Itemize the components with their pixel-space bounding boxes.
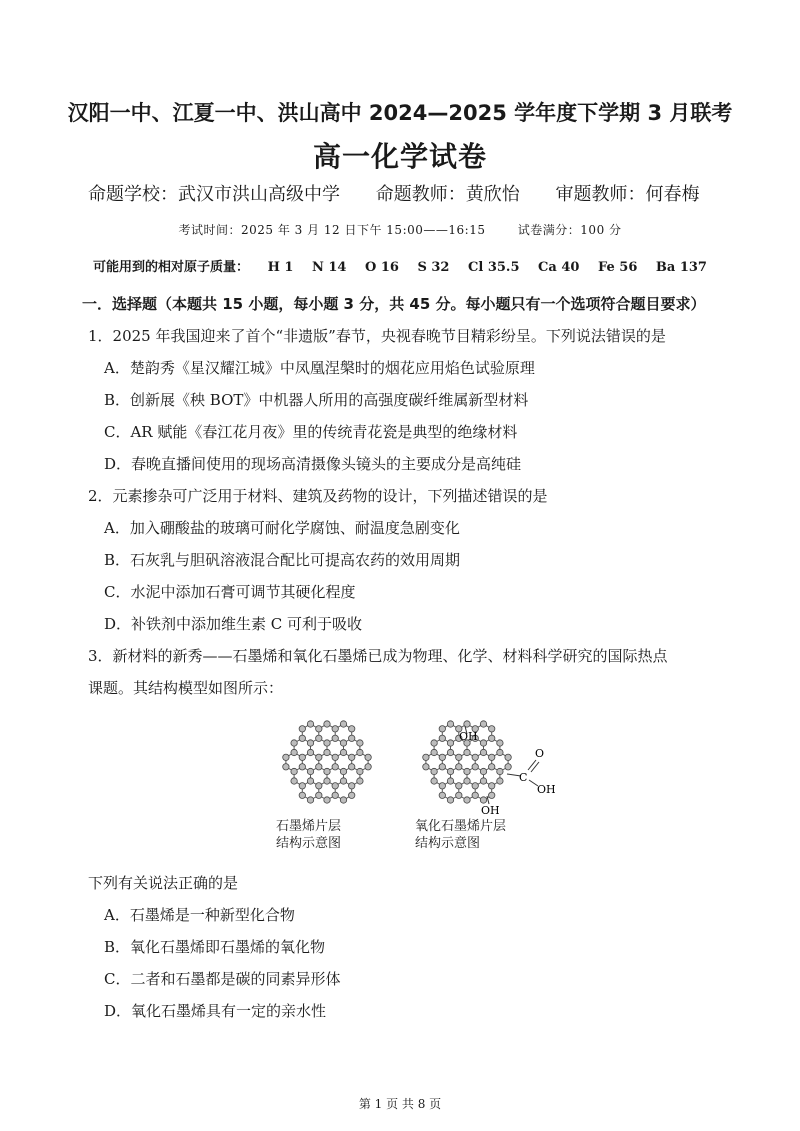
question-3-stem-line1: 3．新材料的新秀——石墨烯和氧化石墨烯已成为物理、化学、材料科学研究的国际热点 xyxy=(88,647,668,665)
carbon-atom xyxy=(324,721,330,727)
carbon-atom xyxy=(307,749,313,755)
carbon-atom xyxy=(489,754,495,760)
carbon-atom xyxy=(324,797,330,803)
carbon-atom xyxy=(365,764,371,770)
carbon-atom xyxy=(316,764,322,770)
carbon-atom xyxy=(349,726,355,732)
atomic-mass-item: H 1 xyxy=(267,260,294,275)
question-2-option-a: A．加入硼酸盐的玻璃可耐化学腐蚀、耐温度急剧变化 xyxy=(104,519,460,537)
carbon-atom xyxy=(357,749,363,755)
carbon-atom xyxy=(357,778,363,784)
carbon-atom xyxy=(332,764,338,770)
caption-graphene-oxide xyxy=(415,818,506,852)
question-3-option-d: D．氧化石墨烯具有一定的亲水性 xyxy=(104,1002,327,1020)
carbon-atom xyxy=(324,778,330,784)
carbon-atom xyxy=(456,754,462,760)
atomic-mass-item: Ba 137 xyxy=(655,260,707,275)
caption-graphene-oxide-line1: 氧化石墨烯片层 xyxy=(415,819,507,834)
carbon-atom xyxy=(340,740,346,746)
carbon-atom xyxy=(423,764,429,770)
question-3-stem-line2: 课题。其结构模型如图所示： xyxy=(88,679,284,697)
carbon-atom xyxy=(431,749,437,755)
carbon-atom xyxy=(497,740,503,746)
carboxyl-group xyxy=(507,747,556,796)
carbon-atom xyxy=(505,764,511,770)
carbon-atom xyxy=(299,726,305,732)
authors-line xyxy=(88,180,729,206)
atomic-mass-item: O 16 xyxy=(364,260,399,275)
carbon-atom xyxy=(439,735,445,741)
carbon-atom xyxy=(349,783,355,789)
atomic-mass-item: N 14 xyxy=(311,260,347,275)
carbon-atom xyxy=(299,792,305,798)
carbon-atom xyxy=(291,749,297,755)
caption-graphene-oxide-line2: 结构示意图 xyxy=(415,836,481,851)
carbon-atom xyxy=(447,797,453,803)
carbon-atom xyxy=(489,783,495,789)
carbon-atom xyxy=(472,792,478,798)
carbon-atom xyxy=(316,783,322,789)
carbon-atom xyxy=(299,764,305,770)
carbon-atom xyxy=(447,740,453,746)
question-2-option-b: B．石灰乳与胆矾溶液混合配比可提高农药的效用周期 xyxy=(104,551,461,569)
atomic-mass-item: Cl 35.5 xyxy=(468,260,520,275)
teacher-text: 命题教师：黄欣怡 xyxy=(375,184,520,205)
carbon-atom xyxy=(489,764,495,770)
carbon-atom xyxy=(464,797,470,803)
caption-graphene xyxy=(276,818,341,852)
carbon-atom xyxy=(316,735,322,741)
carbon-atom xyxy=(456,764,462,770)
atomic-mass-item: S 32 xyxy=(417,260,450,275)
carbon-atom xyxy=(456,792,462,798)
carbon-atom xyxy=(307,797,313,803)
carbon-atom xyxy=(340,768,346,774)
question-2-option-d: D．补铁剂中添加维生素 C 可利于吸收 xyxy=(104,615,363,633)
reviewer-text: 审题教师：何春梅 xyxy=(555,184,700,205)
carbon-atom xyxy=(332,783,338,789)
carbon-atom xyxy=(357,740,363,746)
question-3-option-a: A．石墨烯是一种新型化合物 xyxy=(104,906,295,924)
carbon-atom xyxy=(431,778,437,784)
carbon-atom xyxy=(456,783,462,789)
carbon-atom xyxy=(439,764,445,770)
carbon-atom xyxy=(307,721,313,727)
carbon-atom xyxy=(291,740,297,746)
atomic-masses-line xyxy=(0,256,800,275)
carbon-atom xyxy=(480,797,486,803)
oxygen-label: O xyxy=(535,747,545,760)
carbon-atom xyxy=(480,749,486,755)
carbon-atom xyxy=(480,740,486,746)
carbon-atom xyxy=(316,792,322,798)
carbon-atom xyxy=(324,768,330,774)
carbon-atom xyxy=(505,754,511,760)
question-1-option-a: A．楚韵秀《星汉耀江城》中凤凰涅槃时的烟花应用焰色试验原理 xyxy=(104,359,535,377)
carbon-atom xyxy=(480,778,486,784)
carbon-atom xyxy=(447,778,453,784)
graphene-structure-figure xyxy=(255,700,565,860)
carbon-atom xyxy=(291,778,297,784)
carbon-atom xyxy=(332,754,338,760)
section-title: 一．选择题（本题共 15 小题，每小题 3 分，共 45 分。每小题只有一个选项符合题目要求） xyxy=(82,295,706,313)
carbon-atom xyxy=(439,726,445,732)
carbon-atom xyxy=(447,749,453,755)
carbon-atom xyxy=(480,721,486,727)
carbon-atom xyxy=(316,754,322,760)
carbon-label: C xyxy=(519,771,528,784)
full-score: 试卷满分：100 分 xyxy=(517,223,622,237)
question-3-option-b: B．氧化石墨烯即石墨烯的氧化物 xyxy=(104,938,326,956)
question-1-option-b: B．创新展《秧 BOT》中机器人所用的高强度碳纤维属新型材料 xyxy=(104,391,529,409)
carbon-atom xyxy=(365,754,371,760)
carbon-atom xyxy=(324,749,330,755)
carbon-atom xyxy=(340,778,346,784)
carbon-atom xyxy=(307,740,313,746)
carbon-atom xyxy=(497,749,503,755)
carbon-atom xyxy=(307,768,313,774)
atomic-mass-item: Ca 40 xyxy=(538,260,580,275)
carbon-atom xyxy=(332,735,338,741)
carbon-atom xyxy=(340,749,346,755)
carbon-atom xyxy=(439,783,445,789)
caption-graphene-line2: 结构示意图 xyxy=(276,836,342,851)
carbon-atom xyxy=(283,764,289,770)
carbon-atom xyxy=(299,783,305,789)
atomic-masses-label: 可能用到的相对原子质量： xyxy=(93,260,250,275)
exam-info-line xyxy=(0,221,800,238)
atomic-mass-item: Fe 56 xyxy=(597,260,638,275)
question-2-stem: 2．元素掺杂可广泛用于材料、建筑及药物的设计，下列描述错误的是 xyxy=(88,487,548,505)
carbon-atom xyxy=(283,754,289,760)
exam-subtitle: 高一化学试卷 xyxy=(312,140,487,173)
carbon-atom xyxy=(291,768,297,774)
carbon-atom xyxy=(447,768,453,774)
carbon-atom xyxy=(497,778,503,784)
page-number: 第 1 页 共 8 页 xyxy=(358,1097,442,1111)
carbon-atom xyxy=(340,797,346,803)
question-3-option-c: C．二者和石墨都是碳的同素异形体 xyxy=(104,970,341,988)
carbon-atom xyxy=(299,735,305,741)
question-1-option-d: D．春晚直播间使用的现场高清摄像头镜头的主要成分是高纯硅 xyxy=(104,455,522,473)
graphene-lattice xyxy=(283,721,372,803)
exam-title: 汉阳一中、江夏一中、洪山高中 2024—2025 学年度下学期 3 月联考 xyxy=(67,101,733,125)
carbon-atom xyxy=(489,735,495,741)
carbon-atom xyxy=(431,740,437,746)
carbon-atom xyxy=(439,754,445,760)
carbon-atom xyxy=(480,768,486,774)
carbon-atom xyxy=(472,764,478,770)
school-text: 命题学校：武汉市洪山高级中学 xyxy=(88,184,340,205)
caption-graphene-line1: 石墨烯片层 xyxy=(276,819,342,834)
carbon-atom xyxy=(349,735,355,741)
carbon-atom xyxy=(464,778,470,784)
carbon-atom xyxy=(447,721,453,727)
question-2-option-c: C．水泥中添加石膏可调节其硬化程度 xyxy=(104,583,356,601)
carbon-atom xyxy=(299,754,305,760)
carbon-atom xyxy=(332,726,338,732)
carbon-atom xyxy=(439,792,445,798)
oh-label-top: OH xyxy=(459,730,478,743)
carbon-atom xyxy=(332,792,338,798)
carbon-atom xyxy=(324,740,330,746)
carbon-atom xyxy=(489,792,495,798)
question-1-stem: 1．2025 年我国迎来了首个“非遗版”春节，央视春晚节目精彩纷呈。下列说法错误的是 xyxy=(88,327,666,345)
carbon-atom xyxy=(349,754,355,760)
carbon-atom xyxy=(307,778,313,784)
oh-label-bottom: OH xyxy=(481,804,500,817)
carbon-atom xyxy=(431,768,437,774)
oh-label-side: OH xyxy=(537,783,556,796)
carbon-atom xyxy=(497,768,503,774)
carbon-atom xyxy=(489,726,495,732)
carbon-atom xyxy=(357,768,363,774)
carbon-atom xyxy=(340,721,346,727)
carbon-atom xyxy=(464,768,470,774)
carbon-atom xyxy=(316,726,322,732)
carbon-atom xyxy=(464,749,470,755)
carbon-atom xyxy=(349,764,355,770)
question-3-prompt: 下列有关说法正确的是 xyxy=(88,874,239,892)
carbon-atom xyxy=(472,783,478,789)
carbon-atom xyxy=(423,754,429,760)
carbon-atom xyxy=(472,754,478,760)
carbon-atom xyxy=(349,792,355,798)
question-1-option-c: C．AR 赋能《春江花月夜》里的传统青花瓷是典型的绝缘材料 xyxy=(104,423,518,441)
exam-time: 考试时间：2025 年 3 月 12 日下午 15:00——16:15 xyxy=(178,223,486,237)
